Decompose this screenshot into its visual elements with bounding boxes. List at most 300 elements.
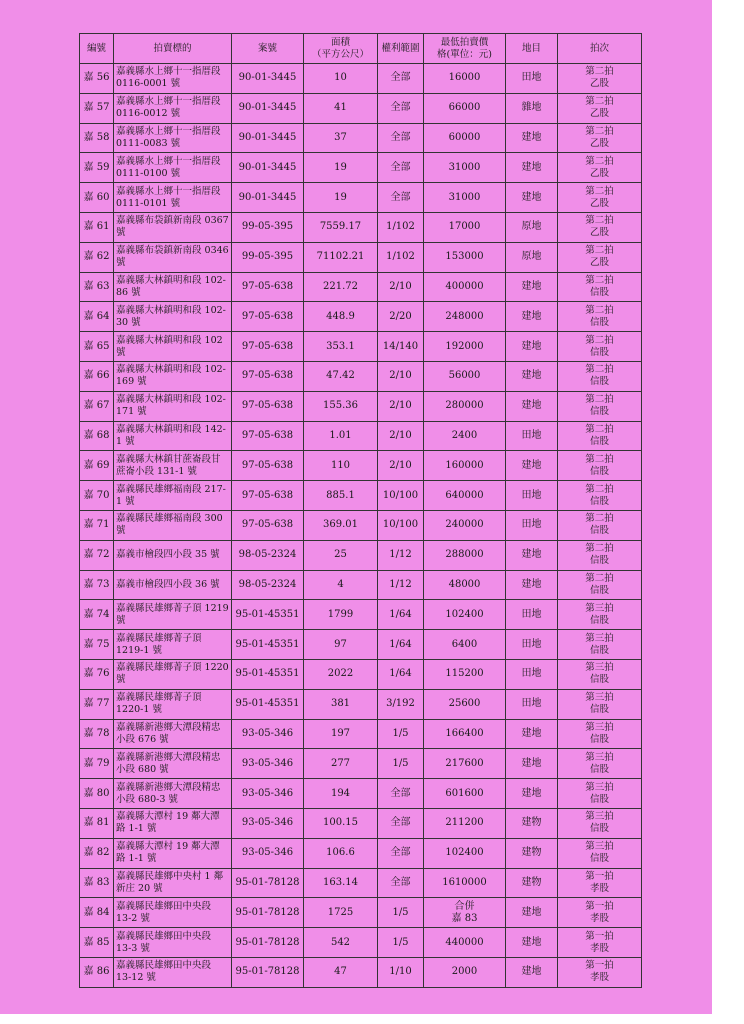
row-use: 田地 xyxy=(506,600,558,630)
row-item: 嘉義縣民雄鄉菁子頂 1220-1 號 xyxy=(114,689,232,719)
row-no: 嘉 71 xyxy=(80,510,114,540)
row-item: 嘉義縣大林鎮明和段 102-86 號 xyxy=(114,272,232,302)
row-area: 448.9 xyxy=(304,302,378,332)
row-case: 95-01-45351 xyxy=(232,689,304,719)
division-label: 信股 xyxy=(589,286,609,298)
row-right: 2/10 xyxy=(378,391,424,421)
table-row xyxy=(80,242,642,272)
row-area: 47.42 xyxy=(304,361,378,391)
row-round xyxy=(558,93,642,123)
row-round xyxy=(558,957,642,987)
table-row xyxy=(80,957,642,987)
round-label: 第三拍 xyxy=(585,811,614,823)
row-round xyxy=(558,630,642,660)
row-round xyxy=(558,332,642,362)
row-use: 原地 xyxy=(506,212,558,242)
row-use: 建地 xyxy=(506,391,558,421)
round-label: 第二拍 xyxy=(585,513,614,525)
row-right: 1/12 xyxy=(378,570,424,600)
header-no: 編號 xyxy=(80,34,114,64)
row-round xyxy=(558,868,642,898)
table-row xyxy=(80,451,642,481)
row-right: 2/10 xyxy=(378,361,424,391)
row-use: 田地 xyxy=(506,630,558,660)
round-label: 第二拍 xyxy=(585,304,614,316)
row-price: 217600 xyxy=(424,749,506,779)
row-case: 95-01-78128 xyxy=(232,898,304,928)
row-no: 嘉 80 xyxy=(80,779,114,809)
round-label: 第二拍 xyxy=(585,125,614,137)
row-area: 97 xyxy=(304,630,378,660)
row-area: 41 xyxy=(304,93,378,123)
row-item: 嘉義縣大潭村 19 鄰大潭路 1-1 號 xyxy=(114,808,232,838)
row-use: 田地 xyxy=(506,659,558,689)
round-label: 第二拍 xyxy=(585,394,614,406)
table-row xyxy=(80,361,642,391)
row-case: 98-05-2324 xyxy=(232,570,304,600)
row-case: 90-01-3445 xyxy=(232,123,304,153)
row-no: 嘉 56 xyxy=(80,64,114,94)
row-right: 1/10 xyxy=(378,957,424,987)
table-body xyxy=(80,64,642,988)
row-round xyxy=(558,153,642,183)
round-label: 第二拍 xyxy=(585,274,614,286)
row-area: 10 xyxy=(304,64,378,94)
row-round xyxy=(558,689,642,719)
row-no: 嘉 79 xyxy=(80,749,114,779)
row-use: 雜地 xyxy=(506,93,558,123)
row-right: 全部 xyxy=(378,153,424,183)
division-label: 信股 xyxy=(589,733,609,745)
table-row xyxy=(80,64,642,94)
row-price: 280000 xyxy=(424,391,506,421)
row-no: 嘉 58 xyxy=(80,123,114,153)
row-right: 1/64 xyxy=(378,600,424,630)
row-no: 嘉 81 xyxy=(80,808,114,838)
row-area: 197 xyxy=(304,719,378,749)
row-round xyxy=(558,123,642,153)
row-item: 嘉義縣新港鄉大潭段精忠小段 680-3 號 xyxy=(114,779,232,809)
row-case: 90-01-3445 xyxy=(232,93,304,123)
round-label: 第二拍 xyxy=(585,215,614,227)
row-area: 381 xyxy=(304,689,378,719)
row-price: 288000 xyxy=(424,540,506,570)
row-round xyxy=(558,272,642,302)
round-label: 第三拍 xyxy=(585,602,614,614)
division-label: 信股 xyxy=(589,406,609,418)
division-label: 信股 xyxy=(589,704,609,716)
row-case: 97-05-638 xyxy=(232,302,304,332)
division-label: 信股 xyxy=(589,763,609,775)
division-label: 孝股 xyxy=(589,972,609,984)
table-row xyxy=(80,123,642,153)
row-use: 田地 xyxy=(506,481,558,511)
row-item: 嘉義縣民雄鄉田中央段 13-3 號 xyxy=(114,928,232,958)
table-row xyxy=(80,272,642,302)
row-right: 1/102 xyxy=(378,242,424,272)
row-round xyxy=(558,451,642,481)
row-round xyxy=(558,928,642,958)
table-row xyxy=(80,510,642,540)
division-label: 乙股 xyxy=(589,137,609,149)
row-case: 95-01-45351 xyxy=(232,630,304,660)
row-case: 98-05-2324 xyxy=(232,540,304,570)
row-item: 嘉義市檜段四小段 35 號 xyxy=(114,540,232,570)
row-price: 60000 xyxy=(424,123,506,153)
table-row xyxy=(80,868,642,898)
row-no: 嘉 77 xyxy=(80,689,114,719)
row-use: 建物 xyxy=(506,808,558,838)
division-label: 信股 xyxy=(589,435,609,447)
row-round xyxy=(558,659,642,689)
row-price: 115200 xyxy=(424,659,506,689)
row-no: 嘉 85 xyxy=(80,928,114,958)
row-item: 嘉義縣大林鎮明和段 102 號 xyxy=(114,332,232,362)
row-item: 嘉義縣布袋鎮新南段 0346 號 xyxy=(114,242,232,272)
row-right: 10/100 xyxy=(378,510,424,540)
row-price: 17000 xyxy=(424,212,506,242)
division-label: 孝股 xyxy=(589,942,609,954)
row-case: 97-05-638 xyxy=(232,451,304,481)
header-right: 權利範圍 xyxy=(378,34,424,64)
row-round xyxy=(558,719,642,749)
row-item: 嘉義縣民雄鄉菁子頂 1219-1 號 xyxy=(114,630,232,660)
round-label: 第一拍 xyxy=(585,900,614,912)
row-area: 1725 xyxy=(304,898,378,928)
row-case: 93-05-346 xyxy=(232,779,304,809)
round-label: 第三拍 xyxy=(585,662,614,674)
row-item: 嘉義縣大林鎮明和段 142-1 號 xyxy=(114,421,232,451)
row-use: 建地 xyxy=(506,302,558,332)
auction-table xyxy=(79,33,642,988)
row-no: 嘉 61 xyxy=(80,212,114,242)
row-price: 48000 xyxy=(424,570,506,600)
row-price: 102400 xyxy=(424,838,506,868)
row-no: 嘉 76 xyxy=(80,659,114,689)
row-use: 田地 xyxy=(506,421,558,451)
division-label: 信股 xyxy=(589,823,609,835)
row-area: 163.14 xyxy=(304,868,378,898)
round-label: 第三拍 xyxy=(585,781,614,793)
row-price: 160000 xyxy=(424,451,506,481)
division-label: 信股 xyxy=(589,376,609,388)
row-item: 嘉義縣新港鄉大潭段精忠小段 680 號 xyxy=(114,749,232,779)
row-round xyxy=(558,183,642,213)
division-label: 信股 xyxy=(589,853,609,865)
row-area: 100.15 xyxy=(304,808,378,838)
round-label: 第二拍 xyxy=(585,543,614,555)
row-item: 嘉義縣大林鎮明和段 102-171 號 xyxy=(114,391,232,421)
row-area: 47 xyxy=(304,957,378,987)
row-price: 153000 xyxy=(424,242,506,272)
row-no: 嘉 73 xyxy=(80,570,114,600)
row-right: 14/140 xyxy=(378,332,424,362)
row-case: 90-01-3445 xyxy=(232,64,304,94)
row-case: 95-01-45351 xyxy=(232,659,304,689)
round-label: 第二拍 xyxy=(585,245,614,257)
row-item: 嘉義縣水上鄉十一指厝段 0111-0100 號 xyxy=(114,153,232,183)
division-label: 信股 xyxy=(589,793,609,805)
row-area: 2022 xyxy=(304,659,378,689)
row-right: 全部 xyxy=(378,779,424,809)
row-no: 嘉 63 xyxy=(80,272,114,302)
row-right: 全部 xyxy=(378,868,424,898)
row-use: 建物 xyxy=(506,838,558,868)
table-row xyxy=(80,570,642,600)
row-price: 640000 xyxy=(424,481,506,511)
row-no: 嘉 67 xyxy=(80,391,114,421)
row-no: 嘉 59 xyxy=(80,153,114,183)
row-no: 嘉 84 xyxy=(80,898,114,928)
row-right: 1/5 xyxy=(378,928,424,958)
row-right: 3/192 xyxy=(378,689,424,719)
row-use: 建地 xyxy=(506,540,558,570)
row-no: 嘉 70 xyxy=(80,481,114,511)
row-area: 106.6 xyxy=(304,838,378,868)
row-right: 1/12 xyxy=(378,540,424,570)
header-area: 面積 （平方公尺） xyxy=(304,34,378,64)
row-case: 97-05-638 xyxy=(232,421,304,451)
row-right: 全部 xyxy=(378,93,424,123)
row-price: 56000 xyxy=(424,361,506,391)
row-round xyxy=(558,749,642,779)
row-price: 6400 xyxy=(424,630,506,660)
division-label: 乙股 xyxy=(589,78,609,90)
row-item: 嘉義縣水上鄉十一指厝段 0116-0012 號 xyxy=(114,93,232,123)
row-price: 1610000 xyxy=(424,868,506,898)
row-item: 嘉義縣大潭村 19 鄰大潭路 1-1 號 xyxy=(114,838,232,868)
row-area: 353.1 xyxy=(304,332,378,362)
row-use: 建地 xyxy=(506,719,558,749)
row-right: 1/64 xyxy=(378,630,424,660)
row-round xyxy=(558,242,642,272)
row-area: 19 xyxy=(304,153,378,183)
row-area: 542 xyxy=(304,928,378,958)
row-price: 248000 xyxy=(424,302,506,332)
row-case: 90-01-3445 xyxy=(232,183,304,213)
row-case: 97-05-638 xyxy=(232,481,304,511)
table-row xyxy=(80,391,642,421)
row-case: 95-01-45351 xyxy=(232,600,304,630)
row-round xyxy=(558,898,642,928)
row-price: 601600 xyxy=(424,779,506,809)
row-item: 嘉義縣民雄鄉菁子頂 1220 號 xyxy=(114,659,232,689)
row-round xyxy=(558,212,642,242)
round-label: 第二拍 xyxy=(585,483,614,495)
row-item: 嘉義縣民雄鄉菁子頂 1219 號 xyxy=(114,600,232,630)
row-no: 嘉 62 xyxy=(80,242,114,272)
round-label: 第二拍 xyxy=(585,364,614,376)
row-right: 1/5 xyxy=(378,898,424,928)
round-label: 第二拍 xyxy=(585,185,614,197)
division-label: 信股 xyxy=(589,525,609,537)
division-label: 信股 xyxy=(589,614,609,626)
row-case: 95-01-78128 xyxy=(232,928,304,958)
row-use: 田地 xyxy=(506,510,558,540)
row-price: 102400 xyxy=(424,600,506,630)
division-label: 信股 xyxy=(589,346,609,358)
row-price: 166400 xyxy=(424,719,506,749)
row-item: 嘉義縣水上鄉十一指厝段 0111-0083 號 xyxy=(114,123,232,153)
round-label: 第三拍 xyxy=(585,632,614,644)
row-no: 嘉 83 xyxy=(80,868,114,898)
row-case: 90-01-3445 xyxy=(232,153,304,183)
division-label: 乙股 xyxy=(589,108,609,120)
division-label: 信股 xyxy=(589,465,609,477)
table-row xyxy=(80,838,642,868)
row-item: 嘉義縣大林鎮甘蔗崙段甘蔗崙小段 131-1 號 xyxy=(114,451,232,481)
row-use: 建地 xyxy=(506,749,558,779)
table-row xyxy=(80,808,642,838)
row-use: 建地 xyxy=(506,570,558,600)
row-right: 2/10 xyxy=(378,451,424,481)
row-case: 97-05-638 xyxy=(232,510,304,540)
row-no: 嘉 57 xyxy=(80,93,114,123)
row-right: 全部 xyxy=(378,64,424,94)
row-item: 嘉義縣布袋鎮新南段 0367 號 xyxy=(114,212,232,242)
division-label: 乙股 xyxy=(589,197,609,209)
header-item: 拍賣標的 xyxy=(114,34,232,64)
row-case: 93-05-346 xyxy=(232,808,304,838)
round-label: 第三拍 xyxy=(585,721,614,733)
division-label: 信股 xyxy=(589,674,609,686)
row-case: 95-01-78128 xyxy=(232,868,304,898)
division-label: 乙股 xyxy=(589,227,609,239)
division-label: 信股 xyxy=(589,316,609,328)
row-use: 建地 xyxy=(506,957,558,987)
table-row xyxy=(80,302,642,332)
row-use: 建地 xyxy=(506,272,558,302)
table-row xyxy=(80,898,642,928)
row-case: 93-05-346 xyxy=(232,719,304,749)
row-right: 全部 xyxy=(378,123,424,153)
row-right: 全部 xyxy=(378,838,424,868)
row-use: 田地 xyxy=(506,689,558,719)
row-use: 原地 xyxy=(506,242,558,272)
header-use: 地目 xyxy=(506,34,558,64)
row-round xyxy=(558,361,642,391)
round-label: 第三拍 xyxy=(585,751,614,763)
round-label: 第三拍 xyxy=(585,841,614,853)
row-right: 2/10 xyxy=(378,421,424,451)
round-label: 第一拍 xyxy=(585,930,614,942)
row-area: 155.36 xyxy=(304,391,378,421)
row-use: 建地 xyxy=(506,898,558,928)
row-case: 97-05-638 xyxy=(232,361,304,391)
row-price: 2000 xyxy=(424,957,506,987)
row-round xyxy=(558,838,642,868)
round-label: 第二拍 xyxy=(585,96,614,108)
row-use: 建地 xyxy=(506,123,558,153)
row-no: 嘉 66 xyxy=(80,361,114,391)
row-area: 277 xyxy=(304,749,378,779)
table-row xyxy=(80,749,642,779)
row-price: 66000 xyxy=(424,93,506,123)
row-right: 1/102 xyxy=(378,212,424,242)
table-row xyxy=(80,153,642,183)
table-row xyxy=(80,630,642,660)
table-row xyxy=(80,183,642,213)
row-use: 建物 xyxy=(506,868,558,898)
table-row xyxy=(80,421,642,451)
row-area: 7559.17 xyxy=(304,212,378,242)
row-no: 嘉 64 xyxy=(80,302,114,332)
row-item: 嘉義縣民雄鄉福南段 300 號 xyxy=(114,510,232,540)
row-use: 建地 xyxy=(506,928,558,958)
row-no: 嘉 82 xyxy=(80,838,114,868)
row-no: 嘉 69 xyxy=(80,451,114,481)
row-price: 25600 xyxy=(424,689,506,719)
row-no: 嘉 78 xyxy=(80,719,114,749)
row-area: 221.72 xyxy=(304,272,378,302)
row-area: 19 xyxy=(304,183,378,213)
row-round xyxy=(558,570,642,600)
row-case: 93-05-346 xyxy=(232,749,304,779)
row-right: 2/10 xyxy=(378,272,424,302)
row-area: 1799 xyxy=(304,600,378,630)
row-item: 嘉義縣民雄鄉中央村 1 鄰新庄 20 號 xyxy=(114,868,232,898)
row-price: 440000 xyxy=(424,928,506,958)
row-no: 嘉 65 xyxy=(80,332,114,362)
row-area: 885.1 xyxy=(304,481,378,511)
table-row xyxy=(80,540,642,570)
row-area: 37 xyxy=(304,123,378,153)
row-right: 1/64 xyxy=(378,659,424,689)
row-right: 10/100 xyxy=(378,481,424,511)
table-row xyxy=(80,719,642,749)
division-label: 信股 xyxy=(589,584,609,596)
round-label: 第二拍 xyxy=(585,66,614,78)
division-label: 信股 xyxy=(589,555,609,567)
row-right: 全部 xyxy=(378,808,424,838)
row-price: 合併 嘉 83 xyxy=(424,898,506,928)
round-label: 第一拍 xyxy=(585,960,614,972)
row-no: 嘉 75 xyxy=(80,630,114,660)
table-row xyxy=(80,332,642,362)
division-label: 乙股 xyxy=(589,167,609,179)
division-label: 乙股 xyxy=(589,257,609,269)
row-no: 嘉 86 xyxy=(80,957,114,987)
row-price: 31000 xyxy=(424,153,506,183)
row-round xyxy=(558,510,642,540)
row-right: 1/5 xyxy=(378,719,424,749)
row-item: 嘉義市檜段四小段 36 號 xyxy=(114,570,232,600)
row-price: 192000 xyxy=(424,332,506,362)
row-area: 194 xyxy=(304,779,378,809)
row-area: 25 xyxy=(304,540,378,570)
row-case: 99-05-395 xyxy=(232,242,304,272)
row-case: 97-05-638 xyxy=(232,332,304,362)
row-use: 建地 xyxy=(506,361,558,391)
table-row xyxy=(80,689,642,719)
header-price: 最低拍賣價 格(單位：元) xyxy=(424,34,506,64)
row-price: 211200 xyxy=(424,808,506,838)
row-item: 嘉義縣大林鎮明和段 102-30 號 xyxy=(114,302,232,332)
round-label: 第三拍 xyxy=(585,692,614,704)
header-case: 案號 xyxy=(232,34,304,64)
row-item: 嘉義縣水上鄉十一指厝段 0111-0101 號 xyxy=(114,183,232,213)
row-item: 嘉義縣民雄鄉田中央段 13-12 號 xyxy=(114,957,232,987)
row-area: 71102.21 xyxy=(304,242,378,272)
row-use: 田地 xyxy=(506,64,558,94)
table-row xyxy=(80,212,642,242)
round-label: 第一拍 xyxy=(585,870,614,882)
table-row xyxy=(80,779,642,809)
row-right: 2/20 xyxy=(378,302,424,332)
row-round xyxy=(558,779,642,809)
row-price: 400000 xyxy=(424,272,506,302)
row-case: 97-05-638 xyxy=(232,272,304,302)
